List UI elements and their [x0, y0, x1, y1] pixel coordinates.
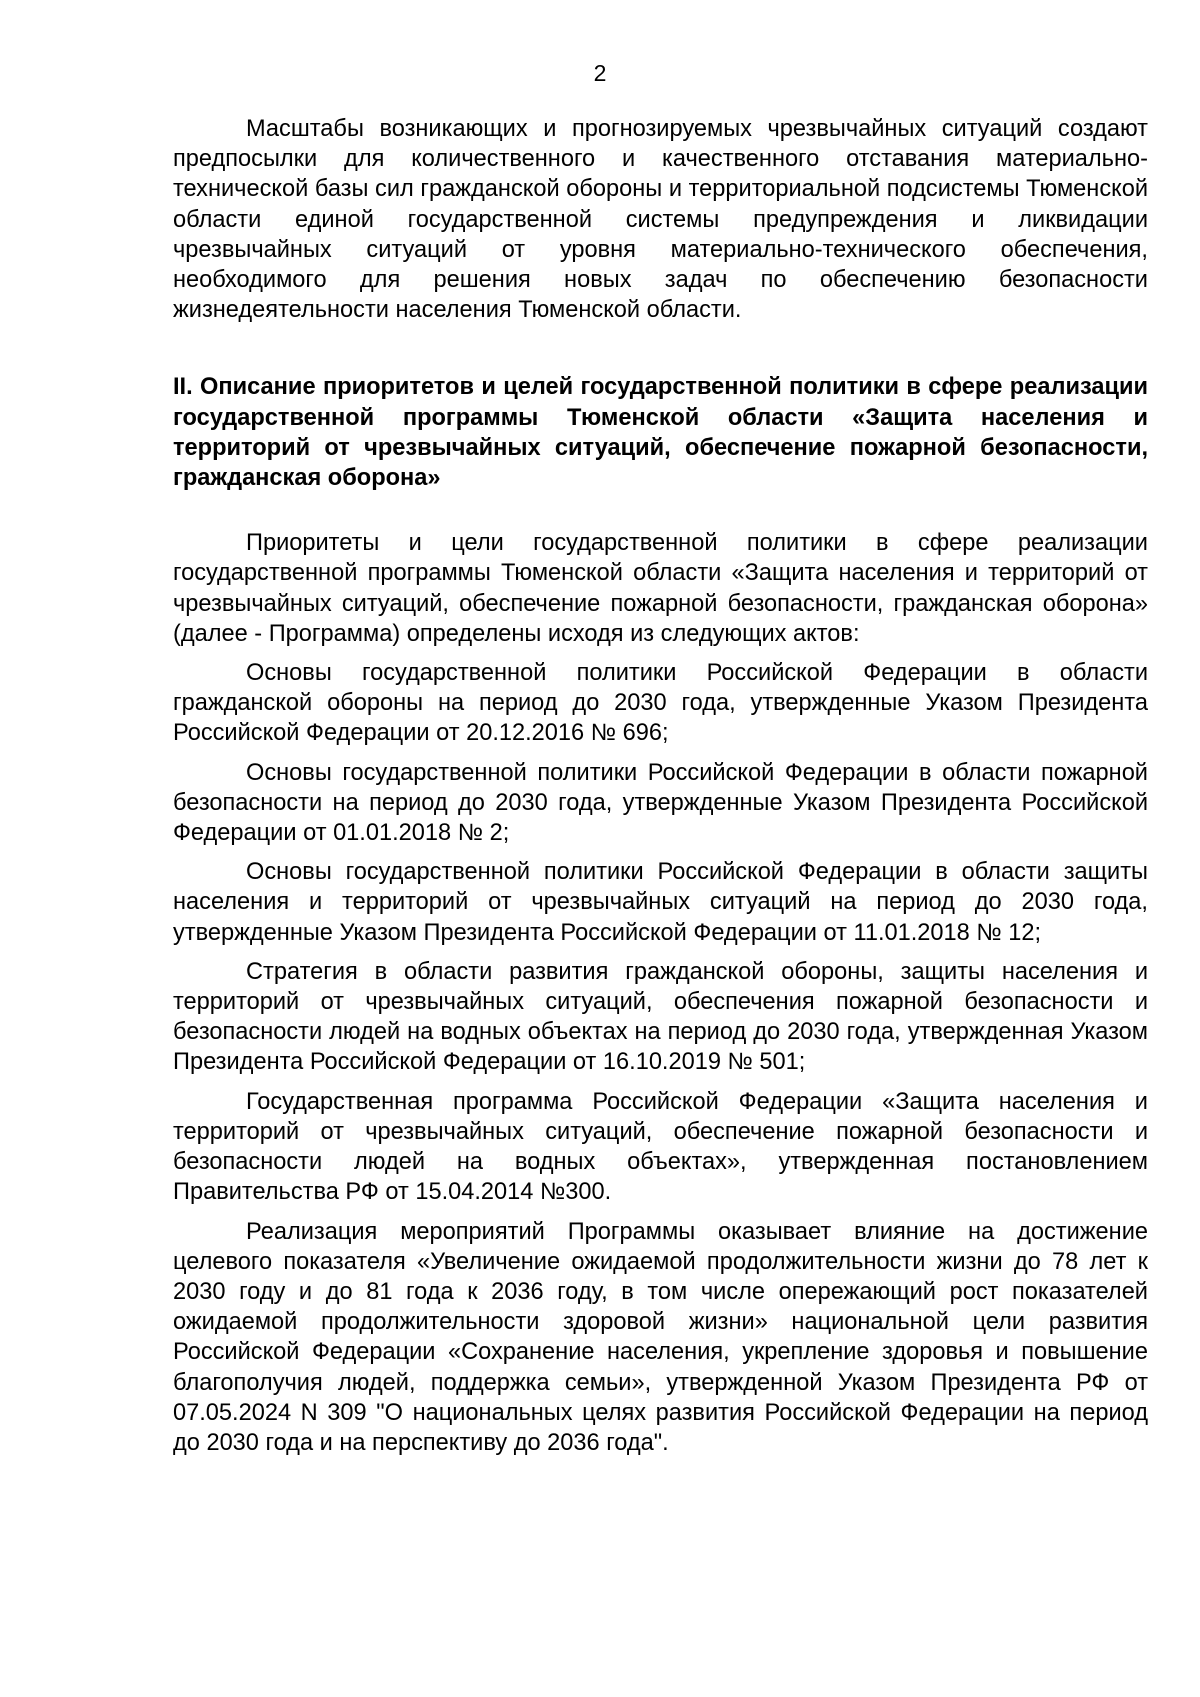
paragraph-strategy: Стратегия в области развития гражданской обороны, защиты населения и территорий от чрезвычайных ситуаций, обеспечения пожарной безопасности и безопасности людей на водных объектах на период до 2030 года, утвержденная Указом Президента Российской Федерации от 16.10.2019 № 501; [173, 958, 1148, 1076]
paragraph-civil-defense-basis: Основы государственной политики Российской Федерации в области гражданской обороны на период до 2030 года, утвержденные Указом Президента Российской Федерации от 20.12.2016 № 696; [173, 660, 1148, 747]
section-heading: II. Описание приоритетов и целей государственной политики в сфере реализации государственной программы Тюменской области «Защита населения и территорий от чрезвычайных ситуаций, обеспечение пожарной безопасности, гражданская оборона» [173, 374, 1148, 492]
paragraph-priorities-intro: Приоритеты и цели государственной политики в сфере реализации государственной программы Тюменской области «Защита населения и территорий от чрезвычайных ситуаций, обеспечение пожарной безопасности, гражданская оборона» (далее - Программа) определены исходя из следующих актов: [173, 530, 1148, 647]
paragraph-fire-safety-basis: Основы государственной политики Российской Федерации в области пожарной безопасности на период до 2030 года, утвержденные Указом Президента Российской Федерации от 01.01.2018 № 2; [173, 759, 1148, 847]
paragraph-population-protection-basis: Основы государственной политики Российской Федерации в области защиты населения и территорий от чрезвычайных ситуаций на период до 2030 года, утвержденные Указом Президента Российской Федерации от 11.01.2018 № 12; [173, 859, 1148, 946]
paragraph-state-program: Государственная программа Российской Федерации «Защита населения и территорий от чрезвычайных ситуаций, обеспечение пожарной безопасности и безопасности людей на водных объектах», утвержденная постановлением Правительства РФ от 15.04.2014 №300. [173, 1088, 1148, 1206]
document-body [173, 114, 1148, 1458]
paragraph-program-impact: Реализация мероприятий Программы оказывает влияние на достижение целевого показателя «Увеличение ожидаемой продолжительности жизни до 78 лет к 2030 году и до 81 года к 2036 году, в том числе опережающий рост показателей ожидаемой продолжительности здоровой жизни» национальной цели развития Российской Федерации «Сохранение населения, укрепление здоровья и повышение благополучия людей, поддержка семьи», утвержденной Указом Президента РФ от 07.05.2024 N 309 "О национальных целях развития Российской Федерации на период до 2030 года и на перспективу до 2036 года". [173, 1218, 1148, 1456]
page-number: 2 [593, 60, 607, 86]
paragraph-scale-of-emergencies: Масштабы возникающих и прогнозируемых чрезвычайных ситуаций создают предпосылки для количественного и качественного отставания материально-технической базы сил гражданской обороны и территориальной подсистемы Тюменской области единой государственной системы предупреждения и ликвидации чрезвычайных ситуаций от уровня материально-технического обеспечения, необходимого для решения новых задач по обеспечению безопасности жизнедеятельности населения Тюменской области. [173, 116, 1148, 324]
